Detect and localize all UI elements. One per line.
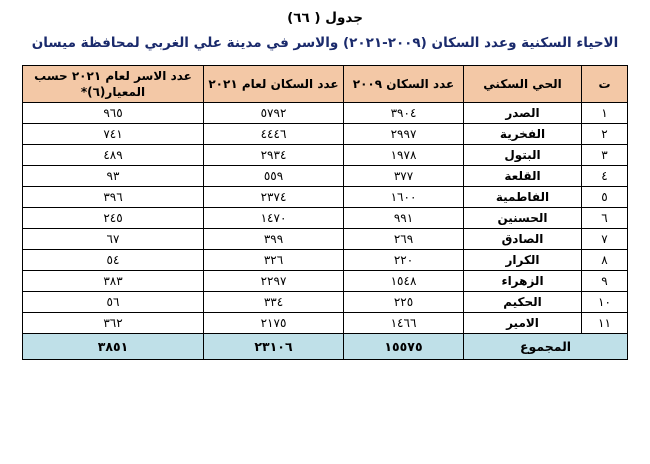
cell-index: ١ bbox=[582, 102, 628, 123]
cell-families-2021: ٧٤١ bbox=[23, 123, 204, 144]
cell-district: الصدر bbox=[464, 102, 582, 123]
cell-families-2021: ٦٧ bbox=[23, 228, 204, 249]
cell-index: ٥ bbox=[582, 186, 628, 207]
cell-district: القلعة bbox=[464, 165, 582, 186]
cell-index: ٦ bbox=[582, 207, 628, 228]
cell-population-2021: ٣٢٦ bbox=[204, 249, 344, 270]
page-title: الاحياء السكنية وعدد السكان (٢٠٠٩-٢٠٢١) والاسر في مدينة علي الغربي لمحافظة ميسان bbox=[31, 35, 619, 51]
cell-population-2009: ٩٩١ bbox=[344, 207, 464, 228]
cell-population-2009: ٢٦٩ bbox=[344, 228, 464, 249]
cell-families-2021: ٥٤ bbox=[23, 249, 204, 270]
cell-population-2021: ٣٣٤ bbox=[204, 291, 344, 312]
table-header-row bbox=[23, 65, 628, 102]
cell-families-2021: ٤٨٩ bbox=[23, 144, 204, 165]
cell-population-2009: ١٥٤٨ bbox=[344, 270, 464, 291]
cell-population-2009: ٢٢٠ bbox=[344, 249, 464, 270]
cell-index: ٨ bbox=[582, 249, 628, 270]
cell-population-2009: ١٦٠٠ bbox=[344, 186, 464, 207]
cell-families-2021: ٢٤٥ bbox=[23, 207, 204, 228]
total-label: المجموع bbox=[464, 333, 628, 359]
cell-families-2021: ٩٣ bbox=[23, 165, 204, 186]
cell-population-2009: ٣٩٠٤ bbox=[344, 102, 464, 123]
cell-index: ١١ bbox=[582, 312, 628, 333]
column-header-population-2021: عدد السكان لعام ٢٠٢١ bbox=[204, 65, 344, 102]
cell-district: الزهراء bbox=[464, 270, 582, 291]
cell-population-2021: ٢١٧٥ bbox=[204, 312, 344, 333]
table-number: جدول ( ٦٦) bbox=[287, 10, 363, 26]
table-row bbox=[23, 102, 628, 123]
table-body bbox=[23, 102, 628, 359]
total-population-2021: ٢٣١٠٦ bbox=[204, 333, 344, 359]
cell-families-2021: ٥٦ bbox=[23, 291, 204, 312]
cell-index: ٧ bbox=[582, 228, 628, 249]
cell-population-2021: ٢٢٩٧ bbox=[204, 270, 344, 291]
table-row bbox=[23, 186, 628, 207]
table-row bbox=[23, 165, 628, 186]
cell-population-2021: ٢٩٣٤ bbox=[204, 144, 344, 165]
cell-population-2021: ٥٥٩ bbox=[204, 165, 344, 186]
cell-families-2021: ٣٨٣ bbox=[23, 270, 204, 291]
cell-district: الصادق bbox=[464, 228, 582, 249]
table-row bbox=[23, 123, 628, 144]
total-families-2021: ٣٨٥١ bbox=[23, 333, 204, 359]
table-row bbox=[23, 207, 628, 228]
cell-index: ٣ bbox=[582, 144, 628, 165]
cell-population-2009: ٣٧٧ bbox=[344, 165, 464, 186]
cell-families-2021: ٣٩٦ bbox=[23, 186, 204, 207]
column-header-index: ت bbox=[582, 65, 628, 102]
cell-population-2009: ٢٢٥ bbox=[344, 291, 464, 312]
table-row bbox=[23, 291, 628, 312]
cell-families-2021: ٣٦٢ bbox=[23, 312, 204, 333]
cell-index: ٩ bbox=[582, 270, 628, 291]
column-header-families-2021: عدد الاسر لعام ٢٠٢١ حسب المعيار(٦)* bbox=[23, 65, 204, 102]
cell-district: الكرار bbox=[464, 249, 582, 270]
column-header-population-2009: عدد السكان ٢٠٠٩ bbox=[344, 65, 464, 102]
table-row bbox=[23, 144, 628, 165]
cell-district: الفخرية bbox=[464, 123, 582, 144]
districts-population-table bbox=[22, 65, 628, 360]
table-row bbox=[23, 270, 628, 291]
cell-population-2021: ٥٧٩٢ bbox=[204, 102, 344, 123]
table-row bbox=[23, 228, 628, 249]
cell-population-2009: ١٩٧٨ bbox=[344, 144, 464, 165]
cell-population-2009: ١٤٦٦ bbox=[344, 312, 464, 333]
table-row bbox=[23, 249, 628, 270]
cell-population-2021: ٤٤٤٦ bbox=[204, 123, 344, 144]
cell-index: ٢ bbox=[582, 123, 628, 144]
cell-district: البتول bbox=[464, 144, 582, 165]
table-row bbox=[23, 312, 628, 333]
cell-district: الفاطمية bbox=[464, 186, 582, 207]
cell-population-2021: ١٤٧٠ bbox=[204, 207, 344, 228]
cell-population-2021: ٢٣٧٤ bbox=[204, 186, 344, 207]
cell-index: ١٠ bbox=[582, 291, 628, 312]
column-header-district: الحي السكني bbox=[464, 65, 582, 102]
total-population-2009: ١٥٥٧٥ bbox=[344, 333, 464, 359]
cell-families-2021: ٩٦٥ bbox=[23, 102, 204, 123]
table-header bbox=[23, 65, 628, 102]
cell-index: ٤ bbox=[582, 165, 628, 186]
cell-population-2009: ٢٩٩٧ bbox=[344, 123, 464, 144]
cell-population-2021: ٣٩٩ bbox=[204, 228, 344, 249]
cell-district: الامير bbox=[464, 312, 582, 333]
cell-district: الحسنين bbox=[464, 207, 582, 228]
cell-district: الحكيم bbox=[464, 291, 582, 312]
table-total-row bbox=[23, 333, 628, 359]
